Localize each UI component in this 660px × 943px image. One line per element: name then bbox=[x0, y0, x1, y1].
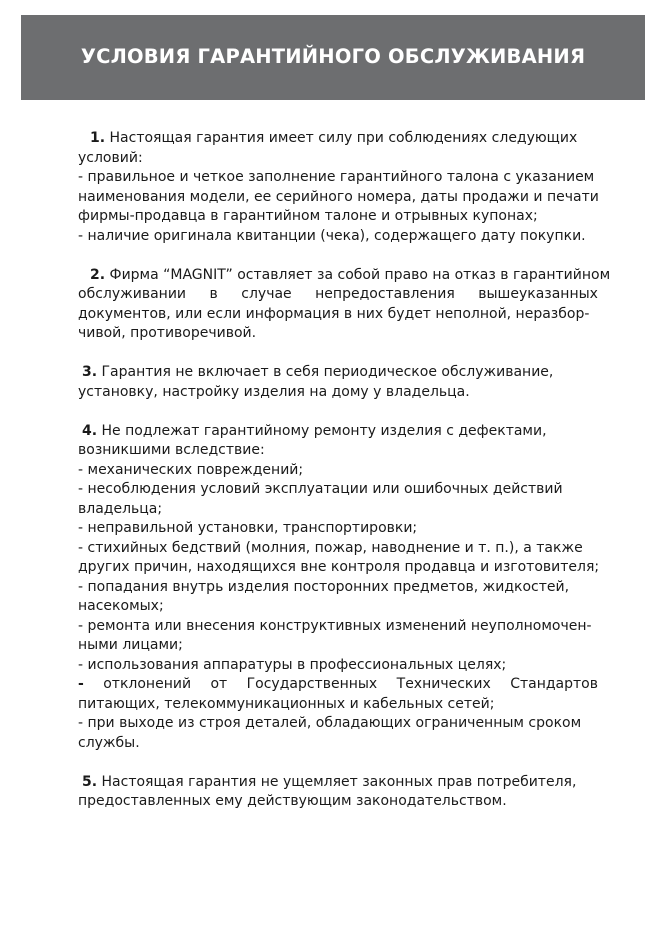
word: Государственных bbox=[246, 676, 378, 692]
section-3 bbox=[78, 363, 598, 402]
section-text-line: Не подлежат гарантийному ремонту изделия с дефектами, bbox=[101, 422, 547, 439]
section-text-line: - несоблюдения условий эксплуатации или ошибочных действий bbox=[78, 481, 563, 497]
word: обслуживании bbox=[78, 286, 187, 302]
section-5 bbox=[78, 773, 598, 812]
word: от bbox=[210, 676, 228, 692]
section-text-line: других причин, находящихся вне контроля продавца и изготовителя; bbox=[78, 559, 600, 575]
section-text-line: владельца; bbox=[78, 500, 163, 517]
section-text-line: - попадания внутрь изделия посторонних предметов, жидкостей, bbox=[78, 578, 570, 595]
page-title: УСЛОВИЯ ГАРАНТИЙНОГО ОБСЛУЖИВАНИЯ bbox=[80, 45, 586, 68]
section-number: 4. bbox=[82, 422, 98, 439]
section-number: 2. bbox=[90, 266, 106, 283]
section-text-line: условий: bbox=[78, 149, 143, 166]
section-text-line: Гарантия не включает в себя периодическое обслуживание, bbox=[101, 364, 554, 380]
section-text-line: - правильное и четкое заполнение гарантийного талона с указанием bbox=[78, 169, 595, 185]
section-number: 1. bbox=[90, 130, 106, 146]
section-text-line: предоставленных ему действующим законодательством. bbox=[78, 793, 507, 809]
section-text-line: ными лицами; bbox=[78, 637, 183, 653]
section-text-line: - ремонта или внесения конструктивных изменений неуполномочен- bbox=[78, 617, 592, 634]
section-text-line: - использования аппаратуры в профессиональных целях; bbox=[78, 656, 507, 673]
section-text-line: Настоящая гарантия имеет силу при соблюдениях следующих bbox=[109, 130, 578, 146]
section-text-line-justified bbox=[78, 675, 598, 695]
section-text-line: службы. bbox=[78, 734, 140, 751]
word: вышеуказанных bbox=[478, 286, 598, 302]
section-text-line: возникшими вследствие: bbox=[78, 442, 265, 458]
word: Технических bbox=[396, 676, 491, 692]
section-1 bbox=[78, 129, 598, 246]
word: Стандартов bbox=[510, 676, 598, 692]
section-text-line: наименования модели, ее серийного номера, даты продажи и печати bbox=[78, 188, 599, 205]
section-text-line: - стихийных бедствий (молния, пожар, наводнение и т. п.), а также bbox=[78, 539, 583, 556]
section-text-line: - неправильной установки, транспортировки; bbox=[78, 520, 418, 536]
section-text-line: документов, или если информация в них будет неполной, неразбор- bbox=[78, 305, 590, 322]
section-2 bbox=[78, 266, 611, 344]
word: - bbox=[78, 676, 84, 692]
section-number: 3. bbox=[82, 364, 98, 380]
section-text-line: - наличие оригинала квитанции (чека), содержащего дату покупки. bbox=[78, 227, 586, 244]
header-bar bbox=[21, 15, 645, 100]
section-number: 5. bbox=[82, 773, 98, 790]
section-text-line: питающих, телекоммуникационных и кабельных сетей; bbox=[78, 695, 495, 712]
section-text-line-justified bbox=[78, 285, 598, 305]
section-text-line: - при выходе из строя деталей, обладающих ограниченным сроком bbox=[78, 715, 582, 731]
section-text-line: насекомых; bbox=[78, 598, 164, 614]
word: непредоставления bbox=[315, 286, 455, 302]
section-text-line: установку, настройку изделия на дому у владельца. bbox=[78, 383, 470, 400]
section-text-line: Настоящая гарантия не ущемляет законных прав потребителя, bbox=[101, 773, 577, 790]
section-text-line: фирмы-продавца в гарантийном талоне и отрывных купонах; bbox=[78, 208, 538, 224]
word: случае bbox=[241, 286, 292, 302]
warranty-terms bbox=[78, 129, 611, 831]
section-4 bbox=[78, 422, 598, 754]
word: в bbox=[209, 286, 218, 302]
section-text-line: Фирма “MAGNIT” оставляет за собой право на отказ в гарантийном bbox=[109, 266, 611, 283]
section-text-line: - механических повреждений; bbox=[78, 461, 304, 478]
word: отклонений bbox=[103, 676, 192, 692]
section-text-line: чивой, противоречивой. bbox=[78, 325, 257, 341]
